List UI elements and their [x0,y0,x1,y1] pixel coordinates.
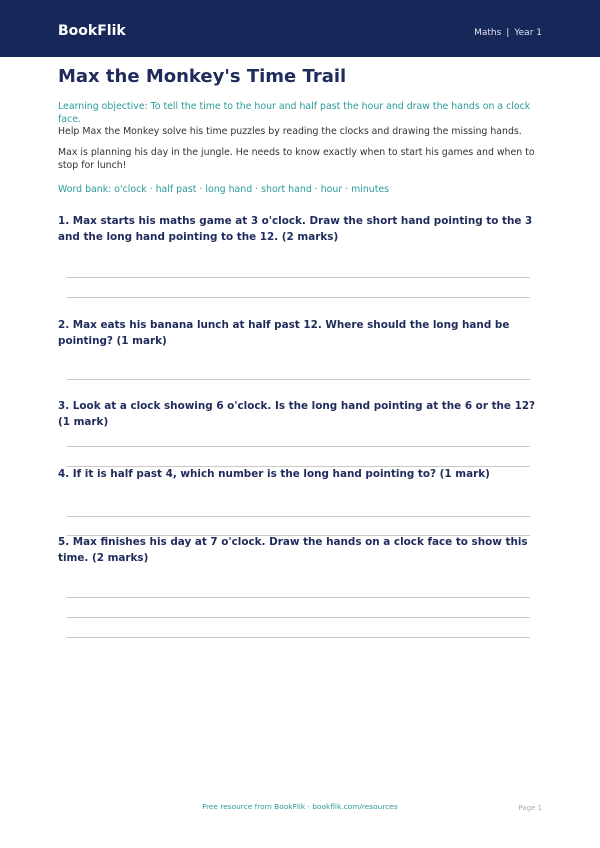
answer-line[interactable] [67,446,530,447]
subject-label: Maths [474,28,502,38]
answer-line[interactable] [67,617,530,618]
question-5: 5. Max finishes his day at 7 o'clock. Draw the hands on a clock face to show this time. (2 marks) [58,536,528,564]
year-label: Year 1 [514,28,542,38]
footer-resource-note: Free resource from BookFlik · bookflik.com/resources [202,802,398,811]
answer-line[interactable] [67,597,530,598]
intro-paragraph-1: Help Max the Monkey solve his time puzzles by reading the clocks and drawing the missing hands. [58,126,522,137]
answer-line[interactable] [67,277,530,278]
breadcrumb-separator: | [506,28,510,38]
subject-breadcrumb [474,27,542,39]
word-bank: Word bank: o'clock · half past · long hand · short hand · hour · minutes [58,184,390,195]
answer-line[interactable] [67,637,530,638]
answer-line[interactable] [67,297,530,298]
brand-logo[interactable]: BookFlik [58,23,126,39]
question-2: 2. Max eats his banana lunch at half past 12. Where should the long hand be pointing? (1 mark) [58,319,510,347]
page-number: Page 1 [518,804,542,812]
page-header [0,0,600,57]
answer-line[interactable] [67,516,530,517]
answer-line[interactable] [67,379,530,380]
learning-objective: Learning objective: To tell the time to the hour and half past the hour and draw the hands on a clock face. [58,101,531,125]
question-4: 4. If it is half past 4, which number is the long hand pointing to? (1 mark) [58,468,490,480]
intro-paragraph-2: Max is planning his day in the jungle. He needs to know exactly when to start his games and when to stop for lunch! [58,147,535,171]
worksheet-title: Max the Monkey's Time Trail [58,66,347,87]
question-3: 3. Look at a clock showing 6 o'clock. Is the long hand pointing at the 6 or the 12? (1 mark) [58,400,536,428]
question-1: 1. Max starts his maths game at 3 o'clock. Draw the short hand pointing to the 3 and the long hand pointing to the 12. (2 marks) [58,215,533,243]
